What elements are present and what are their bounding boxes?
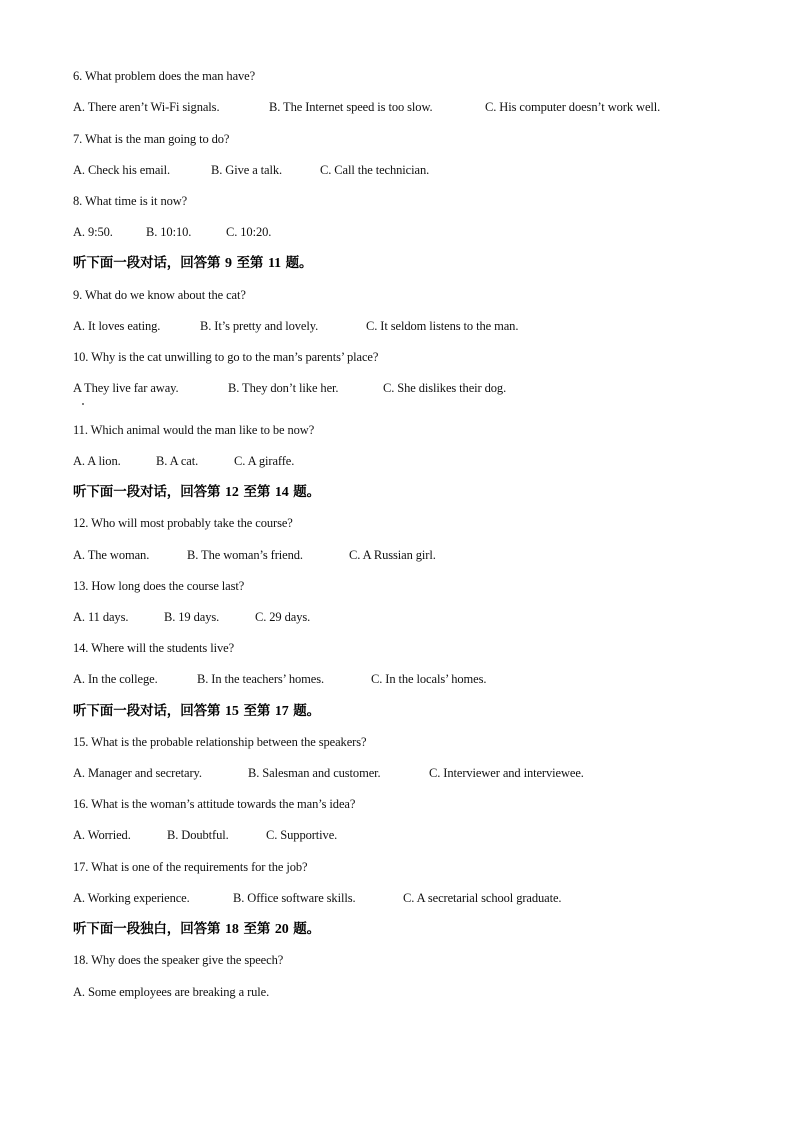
option-b: B. A cat.	[156, 454, 199, 468]
heading-from: 18	[225, 922, 239, 937]
question-14: 14. Where will the students live?	[73, 641, 235, 655]
options-13	[73, 609, 310, 625]
heading-prefix: 听下面一段对话，回答第	[73, 484, 221, 500]
option-b: B. In the teachers’ homes.	[197, 672, 324, 686]
heading-mid: 至第	[243, 703, 271, 719]
options-11	[73, 453, 294, 469]
stray-dot	[82, 403, 84, 405]
option-b: B. They don’t like her.	[228, 381, 339, 395]
option-c: C. She dislikes their dog.	[383, 381, 507, 395]
option-c: C. Call the technician.	[320, 163, 430, 177]
option-a: A. There aren’t Wi-Fi signals.	[73, 100, 220, 114]
question-8: 8. What time is it now?	[73, 194, 188, 208]
option-a: A. In the college.	[73, 672, 158, 686]
options-15	[73, 765, 584, 781]
heading-mid: 至第	[243, 921, 271, 937]
option-c: C. In the locals’ homes.	[371, 672, 487, 686]
question-16: 16. What is the woman’s attitude towards the man’s idea?	[73, 797, 356, 811]
question-13: 13. How long does the course last?	[73, 579, 245, 593]
option-c: C. 10:20.	[226, 225, 272, 239]
option-a: A. Working experience.	[73, 891, 190, 905]
heading-from: 15	[225, 704, 239, 719]
heading-suffix: 题。	[293, 703, 321, 719]
options-10	[73, 380, 506, 396]
option-c: C. A secretarial school graduate.	[403, 891, 562, 905]
option-b: B. It’s pretty and lovely.	[200, 319, 319, 333]
option-c: C. A Russian girl.	[349, 548, 436, 562]
option-c: C. It seldom listens to the man.	[366, 319, 519, 333]
heading-prefix: 听下面一段对话，回答第	[73, 255, 221, 271]
option-a: A. The woman.	[73, 548, 150, 562]
heading-suffix: 题。	[293, 921, 321, 937]
heading-from: 9	[225, 256, 232, 271]
heading-mid: 至第	[236, 255, 264, 271]
option-a: A. Manager and secretary.	[73, 766, 202, 780]
option-a: A They live far away.	[73, 381, 179, 395]
options-8	[73, 224, 271, 240]
options-9	[73, 318, 518, 334]
option-c: C. His computer doesn’t work well.	[485, 100, 661, 114]
question-9: 9. What do we know about the cat?	[73, 288, 246, 302]
options-17	[73, 890, 561, 906]
option-c: C. Interviewer and interviewee.	[429, 766, 584, 780]
option-b: B. 19 days.	[164, 610, 220, 624]
heading-to: 20	[274, 922, 289, 937]
heading-prefix: 听下面一段独白，回答第	[73, 921, 221, 937]
heading-to: 17	[274, 704, 289, 719]
option-a: A. A lion.	[73, 454, 121, 468]
section-heading	[73, 921, 320, 938]
question-12: 12. Who will most probably take the course?	[73, 516, 293, 530]
option-b: B. 10:10.	[146, 225, 192, 239]
section-heading	[73, 703, 320, 720]
heading-to: 11	[267, 256, 281, 271]
options-12	[73, 547, 436, 563]
question-17: 17. What is one of the requirements for the job?	[73, 860, 308, 874]
heading-prefix: 听下面一段对话，回答第	[73, 703, 221, 719]
question-6: 6. What problem does the man have?	[73, 69, 256, 83]
option-b: B. Salesman and customer.	[248, 766, 381, 780]
option-a: A. Some employees are breaking a rule.	[73, 985, 270, 999]
options-7	[73, 162, 429, 178]
option-b: B. Office software skills.	[233, 891, 356, 905]
question-11: 11. Which animal would the man like to be now?	[73, 423, 315, 437]
options-16	[73, 827, 337, 843]
heading-to: 14	[274, 485, 289, 500]
options-6	[73, 99, 660, 115]
option-b: B. The woman’s friend.	[187, 548, 303, 562]
question-7: 7. What is the man going to do?	[73, 132, 230, 146]
heading-from: 12	[225, 485, 239, 500]
option-a: A. 11 days.	[73, 610, 129, 624]
option-a: A. It loves eating.	[73, 319, 161, 333]
option-b: B. The Internet speed is too slow.	[269, 100, 433, 114]
option-c: C. Supportive.	[266, 828, 338, 842]
question-10: 10. Why is the cat unwilling to go to the man’s parents’ place?	[73, 350, 379, 364]
section-heading	[73, 484, 320, 501]
heading-suffix: 题。	[285, 255, 313, 271]
option-a: A. Check his email.	[73, 163, 171, 177]
options-14	[73, 671, 486, 687]
option-b: B. Doubtful.	[167, 828, 229, 842]
option-a: A. 9:50.	[73, 225, 113, 239]
option-c: C. A giraffe.	[234, 454, 295, 468]
option-c: C. 29 days.	[255, 610, 311, 624]
section-heading	[73, 255, 312, 272]
option-b: B. Give a talk.	[211, 163, 283, 177]
heading-suffix: 题。	[293, 484, 321, 500]
question-18: 18. Why does the speaker give the speech?	[73, 953, 284, 967]
question-15: 15. What is the probable relationship between the speakers?	[73, 735, 367, 749]
option-a: A. Worried.	[73, 828, 131, 842]
heading-mid: 至第	[243, 484, 271, 500]
